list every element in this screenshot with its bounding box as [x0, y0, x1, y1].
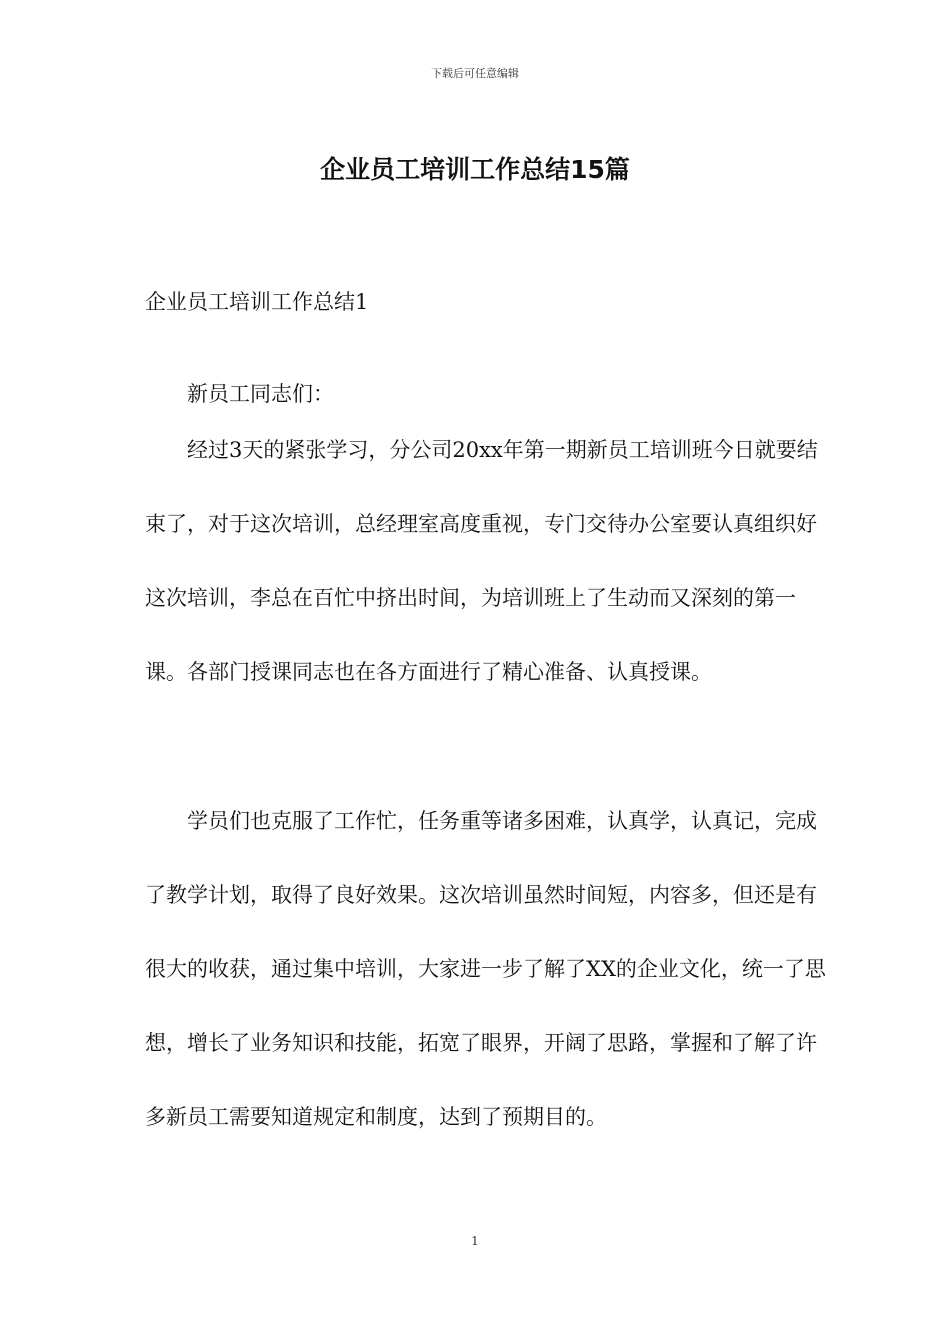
page-number: 1	[471, 1234, 479, 1248]
body-paragraph-1: 经过3天的紧张学习，分公司20xx年第一期新员工培训班今日就要结束了，对于这次培训，总经理室高度重视，专门交待办公室要认真组织好这次培训，李总在百忙中挤出时间，为培训班上了生动而又深刻的第一课。各部门授课同志也在各方面进行了精心准备、认真授课。	[145, 438, 818, 684]
page-header-note: 下载后可任意编辑	[431, 67, 519, 80]
section-heading: 企业员工培训工作总结1	[145, 290, 369, 314]
document-title: 企业员工培训工作总结15篇	[320, 155, 630, 184]
body-paragraph-2: 学员们也克服了工作忙，任务重等诸多困难，认真学，认真记，完成了教学计划，取得了良好效果。这次培训虽然时间短，内容多，但还是有很大的收获，通过集中培训，大家进一步了解了XX的企业文化，统一了思想，增长了业务知识和技能，拓宽了眼界，开阔了思路，掌握和了解了许多新员工需要知道规定和制度，达到了预期目的。	[145, 809, 826, 1129]
greeting-paragraph: 新员工同志们：	[187, 382, 334, 406]
